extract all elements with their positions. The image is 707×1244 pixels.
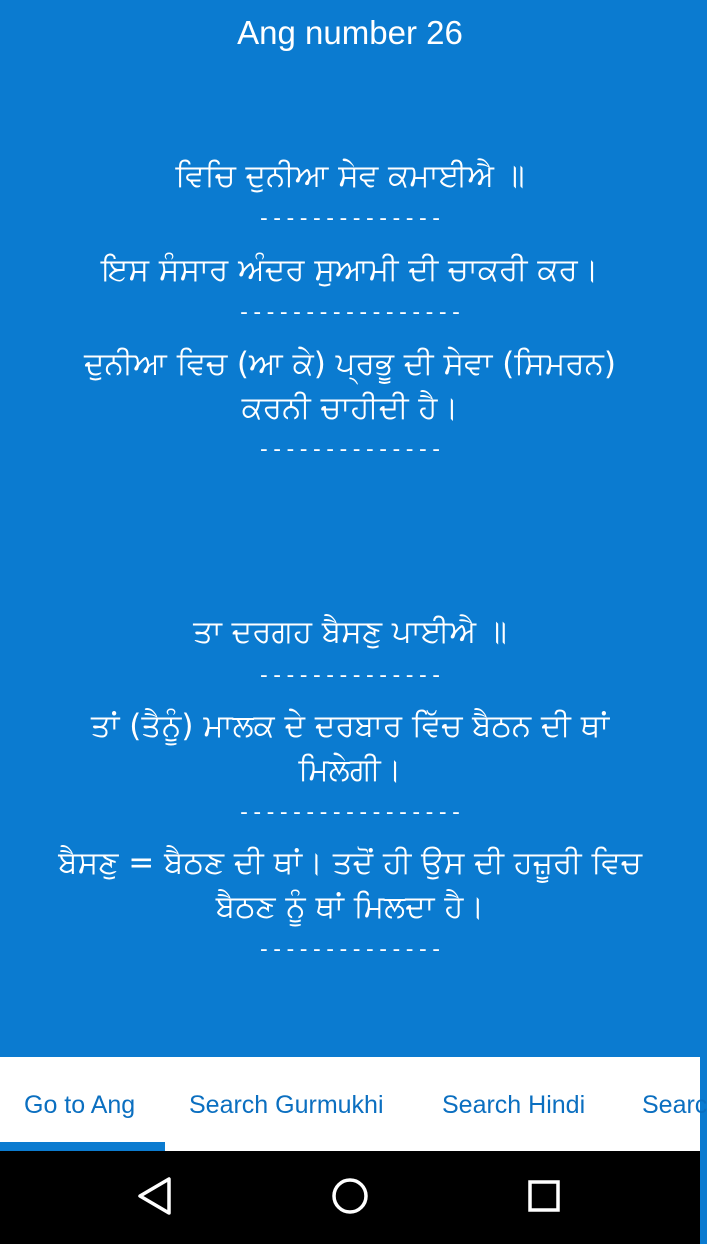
verse-1-meaning-line2: ਕਰਨੀ ਚਾਹੀਦੀ ਹੈ। [241, 390, 459, 426]
separator: -------------- [257, 206, 443, 231]
home-icon[interactable] [325, 1171, 375, 1221]
page-title: Ang number 26 [237, 14, 463, 51]
verse-1-translation: ਇਸ ਸੰਸਾਰ ਅੰਦਰ ਸੁਆਮੀ ਦੀ ਚਾਕਰੀ ਕਰ। [101, 252, 599, 288]
recents-icon[interactable] [519, 1171, 569, 1221]
verse-2-translation-line1: ਤਾਂ (ਤੈਨੂੰ) ਮਾਲਕ ਦੇ ਦਰਬਾਰ ਵਿੱਚ ਬੈਠਨ ਦੀ ਥਾਂ [90, 708, 610, 744]
separator: -------------- [257, 437, 443, 462]
separator: -------------- [257, 663, 443, 688]
verse-1-gurmukhi: ਵਿਚਿ ਦੁਨੀਆ ਸੇਵ ਕਮਾਈਐ ॥ [175, 158, 525, 194]
tab-selected-indicator [0, 1142, 165, 1151]
tab-search-gurmukhi[interactable]: Search Gurmukhi [189, 1091, 384, 1119]
tab-search-more[interactable]: Searc [642, 1091, 707, 1119]
system-nav-bar [0, 1151, 700, 1244]
back-icon[interactable] [131, 1171, 181, 1221]
verse-2-meaning-line1: ਬੈਸਣੁ = ਬੈਠਣ ਦੀ ਥਾਂ। ਤਦੋਂ ਹੀ ਉਸ ਦੀ ਹਜ਼ੂਰੀ ਵਿਚ [58, 845, 642, 881]
verse-2-gurmukhi: ਤਾ ਦਰਗਹ ਬੈਸਣੁ ਪਾਈਐ ॥ [193, 614, 507, 650]
tab-bar [0, 1057, 707, 1151]
tab-search-hindi[interactable]: Search Hindi [442, 1091, 586, 1119]
separator: ----------------- [237, 800, 463, 825]
separator: -------------- [257, 937, 443, 962]
tab-go-to-ang[interactable]: Go to Ang [24, 1091, 136, 1119]
separator: ----------------- [237, 300, 463, 325]
verse-2-meaning-line2: ਬੈਠਣ ਨੂੰ ਥਾਂ ਮਿਲਦਾ ਹੈ। [215, 889, 485, 925]
verse-1-meaning-line1: ਦੁਨੀਆ ਵਿਚ (ਆ ਕੇ) ਪ੍ਰਭੂ ਦੀ ਸੇਵਾ (ਸਿਮਰਨ) [83, 346, 617, 382]
verse-2-translation-line2: ਮਿਲੇਗੀ। [298, 752, 402, 788]
